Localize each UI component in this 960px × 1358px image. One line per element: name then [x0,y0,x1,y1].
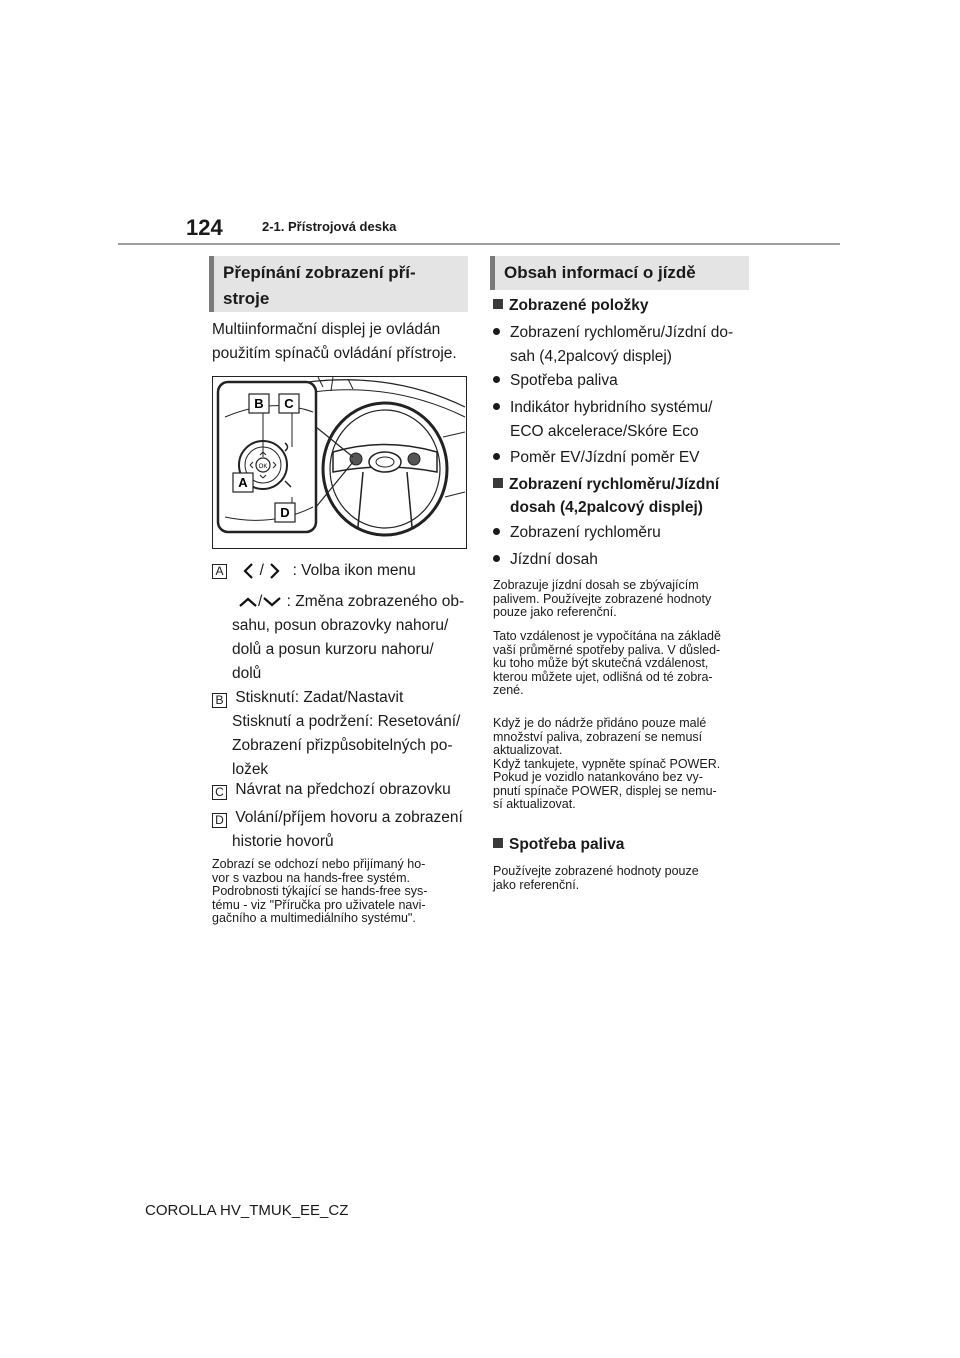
item-d-line: historie hovorů [232,833,334,850]
figure-label-a: A [238,475,248,490]
dot-bullet-icon [493,328,500,335]
figure-label-d: D [280,505,290,520]
para-line: ku toho může být skutečná vzdálenost, [493,656,709,670]
paragraph [493,865,699,892]
subheading-fuel-consumption: Spotřeba paliva [493,833,624,857]
list-item: Zobrazení rychloměru [493,521,661,545]
item-b [212,686,403,710]
para-line: palivem. Používejte zobrazené hodnoty [493,591,712,606]
item-b-line: Stisknutí a podržení: Resetování/ [232,713,461,730]
dot-bullet-icon [493,555,500,562]
para-line: zené. [493,683,524,697]
svg-text:OK: OK [258,464,268,470]
list-item: Poměr EV/Jízdní poměr EV [493,446,700,470]
label-b: B [212,693,227,708]
item-c-line: Návrat na předchozí obrazovku [235,781,451,798]
list-item-cont: sah (4,2palcový displej) [510,348,672,365]
section-title: 2-1. Přístrojová deska [262,219,397,234]
para-line: pnutí spínače POWER, displej se nemu- [493,783,717,798]
para-line: množství paliva, zobrazení se nemusí [493,729,703,744]
note [212,858,427,926]
dot-bullet-icon [493,403,500,410]
chevron-right-icon [268,562,282,580]
footer-model-code: COROLLA HV_TMUK_EE_CZ [145,1202,349,1219]
steering-wheel-figure [212,376,467,549]
dot-bullet-icon [493,528,500,535]
para-line: Pokud je vozidlo natankováno bez vy- [493,770,703,784]
list-item: Spotřeba paliva [493,369,618,393]
list-item: Jízdní dosah [493,548,598,572]
item-b-line: Zobrazení přizpůsobitelných po- [232,737,453,754]
item-b-cont [232,710,460,782]
paragraph [493,579,711,620]
item-a-text: : Volba ikon menu [292,562,416,579]
figure-label-c: C [284,396,294,411]
page-number: 124 [186,215,223,240]
item-a2-line: dolů [232,665,262,682]
para-line: Když tankujete, vypněte spínač POWER. [493,756,721,771]
item-a-separator: / [259,562,264,579]
left-heading [209,256,468,312]
para-line: Používejte zobrazené hodnoty pouze [493,864,699,878]
para-line: pouze jako referenční. [493,605,617,619]
item-a2-line: sahu, posun obrazovky nahoru/ [232,617,449,634]
item-a2-line: : Změna zobrazeného ob- [286,593,465,610]
item-b-line: ložek [232,761,269,778]
para-line: Tato vzdálenost je vypočítána na základě [493,629,721,643]
para-line: Zobrazuje jízdní dosah se zbývajícím [493,578,699,592]
note-line: tému - viz "Příručka pro uživatele navi- [212,897,426,912]
item-c [212,778,451,802]
list-item: Indikátor hybridního systému/ [493,396,712,420]
paragraph [493,717,720,812]
chevron-up-icon [238,595,258,609]
dot-bullet-icon [493,376,500,383]
para-line: aktualizovat. [493,743,563,757]
item-a2 [232,590,464,686]
para-line: sí aktualizovat. [493,797,576,811]
note-line: Zobrazí se odchozí nebo přijímaný ho- [212,857,426,871]
item-d [212,806,463,830]
item-d-line: Volání/příjem hovoru a zobrazení [235,809,463,826]
list-item-cont: ECO akcelerace/Skóre Eco [510,423,699,440]
item-a2-separator: / [258,593,263,610]
figure-label-b: B [254,396,264,411]
square-bullet-icon [493,299,503,309]
steering-wheel-illustration [213,377,466,548]
note-line: gačního a multimediálního systému". [212,911,416,925]
para-line: vaší průměrné spotřeby paliva. V důsled- [493,642,721,657]
note-line: Podrobnosti týkající se hands-free sys- [212,884,428,898]
subheading-speedometer-range: Zobrazení rychloměru/Jízdní [493,473,719,497]
para-line: jako referenční. [493,877,580,892]
dot-bullet-icon [493,453,500,460]
intro-line: Multiinformační displej je ovládán [212,321,441,338]
intro-text [212,318,457,366]
header-rule [118,243,840,245]
intro-line: použitím spínačů ovládání přístroje. [212,345,457,362]
chevron-down-icon [262,595,282,609]
para-line: Když je do nádrže přidáno pouze malé [493,716,707,730]
paragraph [493,630,721,698]
left-heading-line1: Přepínání zobrazení pří- [223,263,416,282]
item-b-line: Stisknutí: Zadat/Nastavit [235,689,404,706]
label-c: C [212,785,227,800]
square-bullet-icon [493,838,503,848]
item-a2-line: dolů a posun kurzoru nahoru/ [232,641,434,658]
item-a [212,559,416,583]
para-line: kterou můžete ujet, odlišná od té zobra- [493,669,713,684]
subheading-cont: dosah (4,2palcový displej) [510,499,703,516]
note-line: vor s vazbou na hands-free systém. [212,870,411,885]
square-bullet-icon [493,478,503,488]
label-d: D [212,813,227,828]
list-item: Zobrazení rychloměru/Jízdní do- [493,321,733,345]
subheading-displayed-items: Zobrazené položky [493,294,649,318]
label-a: A [212,564,227,579]
chevron-left-icon [241,562,255,580]
right-heading: Obsah informací o jízdě [490,256,749,290]
left-heading-line2: stroje [223,289,270,308]
